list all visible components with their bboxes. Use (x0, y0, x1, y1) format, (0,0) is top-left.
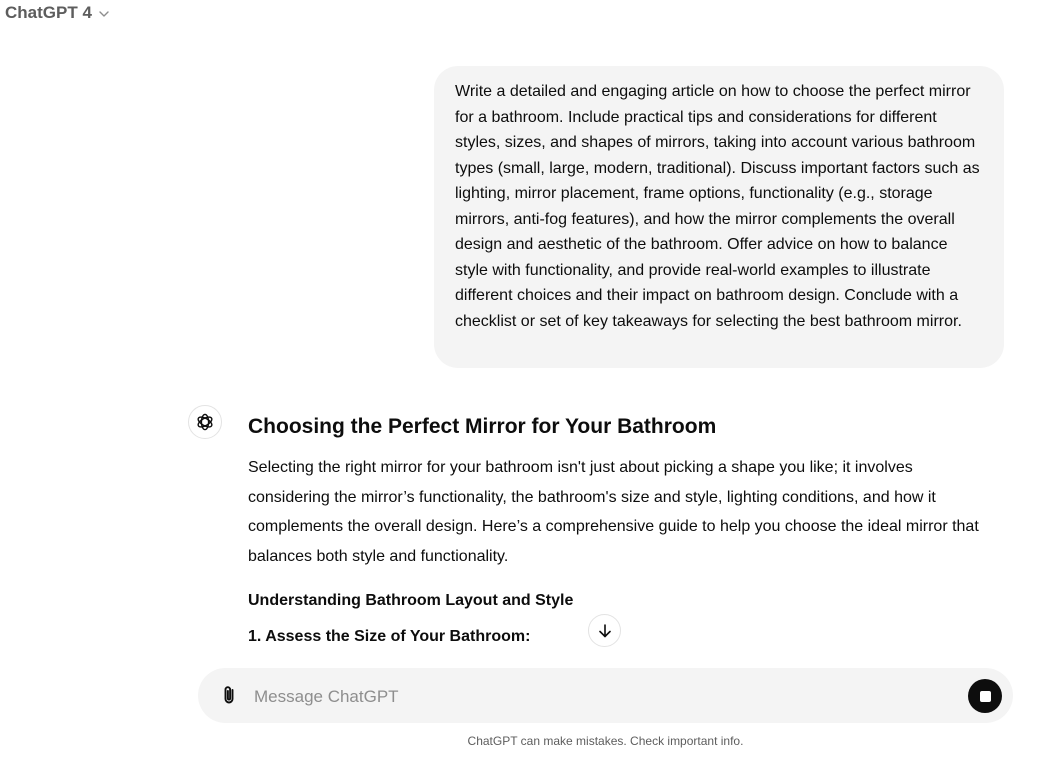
assistant-intro-paragraph: Selecting the right mirror for your bathroom isn't just about picking a shape you like; it involves considering the mirror’s functionality, the bathroom's size and style, lighting conditions, and how it complements the overall design. Here’s a comprehensive guide to help you choose the ideal mirror that balances both style and functionality. (248, 459, 979, 565)
openai-logo-icon (195, 412, 215, 432)
stop-generating-button[interactable] (968, 679, 1002, 713)
disclaimer (198, 733, 1013, 749)
disclaimer-text: ChatGPT can make mistakes. Check important info. (467, 734, 744, 748)
model-selector[interactable] (5, 3, 110, 23)
user-message-bubble (434, 66, 1004, 368)
stop-icon (980, 691, 991, 702)
scroll-down-button[interactable] (588, 614, 621, 647)
assistant-avatar (188, 405, 222, 439)
arrow-down-icon (597, 623, 613, 639)
section-heading: Understanding Bathroom Layout and Style (248, 592, 574, 609)
model-name: ChatGPT 4 (5, 3, 92, 22)
chevron-down-icon (98, 8, 110, 20)
sub-heading: 1. Assess the Size of Your Bathroom: (248, 628, 531, 645)
user-message-text: Write a detailed and engaging article on how to choose the perfect mirror for a bathroom. Include practical tips and considerations for different styles, sizes, and shapes of mirrors, taking into account various bathroom types (small, large, modern, traditional). Discuss important factors such as lighting, mirror placement, frame options, functionality (e.g., storage mirrors, anti-fog features), and how the mirror complements the overall design and aesthetic of the bathroom. Offer advice on how to balance style with functionality, and provide real-world examples to illustrate different choices and their impact on bathroom design. Conclude with a checklist or set of key takeaways for selecting the best bathroom mirror. (455, 83, 980, 330)
message-composer (198, 668, 1013, 723)
paperclip-icon[interactable] (218, 684, 240, 706)
message-input[interactable] (252, 683, 946, 710)
assistant-title: Choosing the Perfect Mirror for Your Bathroom (248, 415, 717, 438)
assistant-message (248, 412, 998, 571)
